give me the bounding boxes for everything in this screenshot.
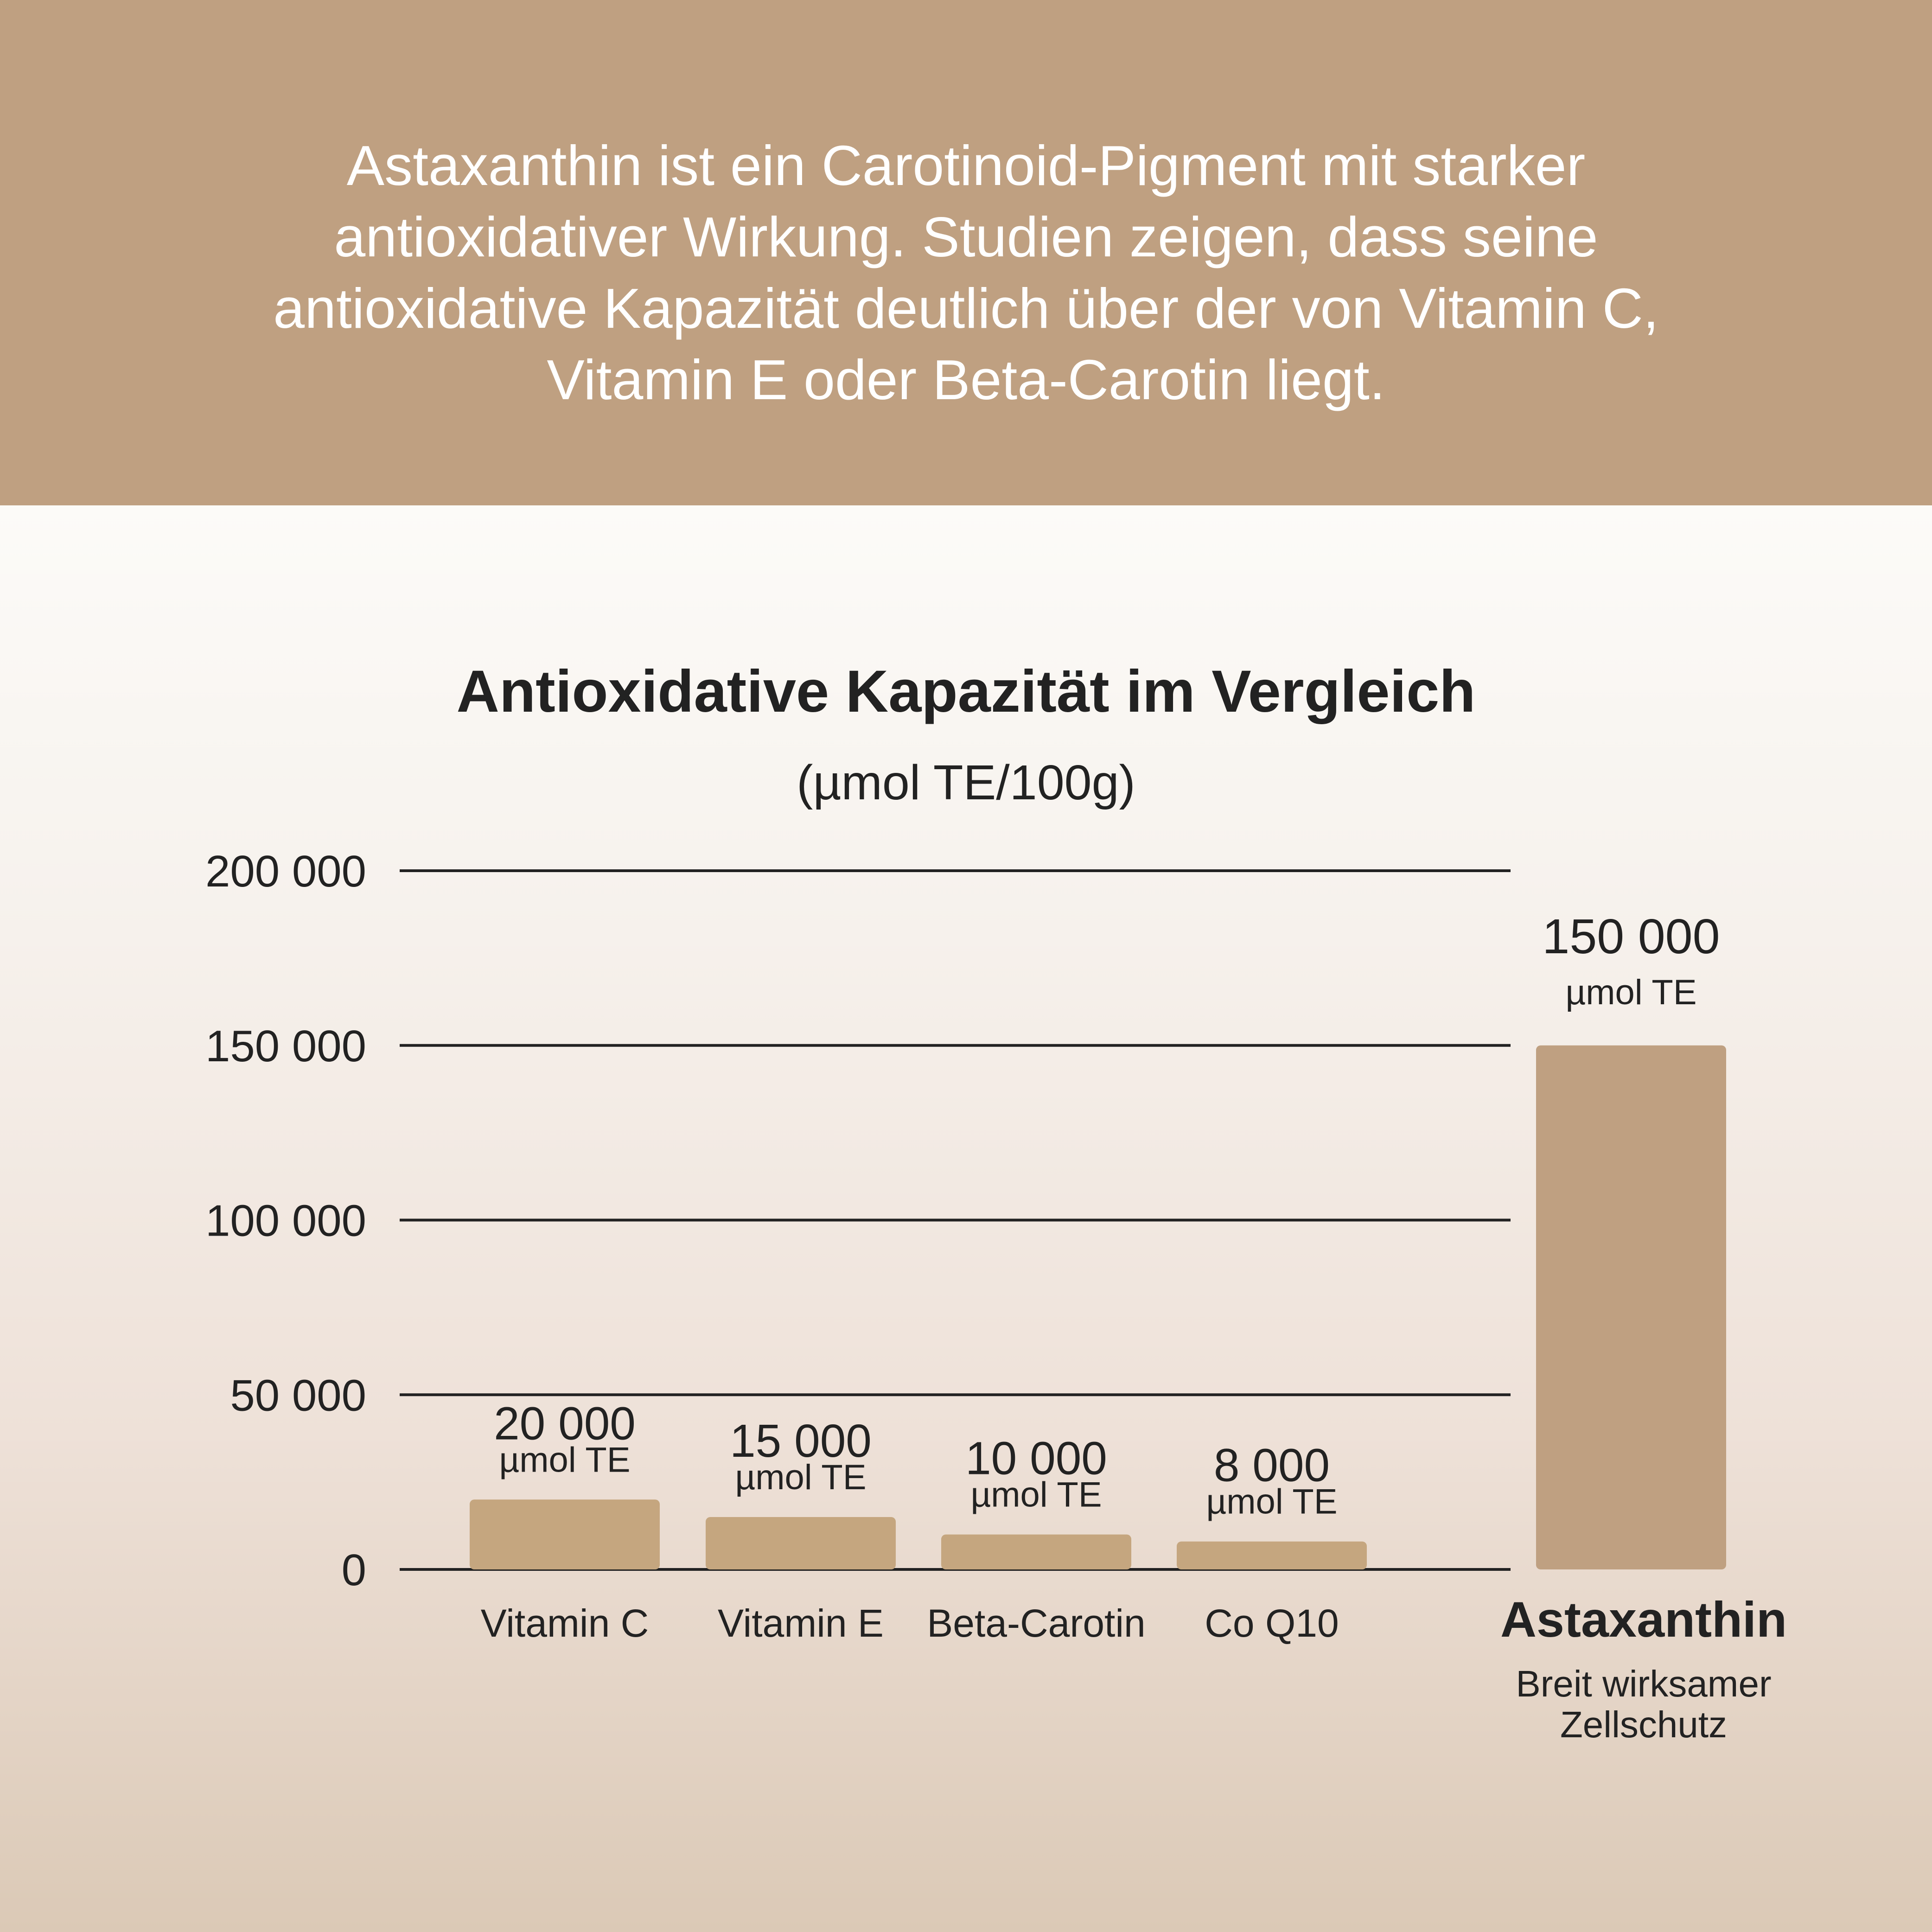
data-label-unit: µmol TE: [499, 1440, 631, 1480]
data-label-value: 8 000: [1213, 1439, 1330, 1492]
data-label-unit: µmol TE: [1206, 1482, 1338, 1522]
data-label-value: 10 000: [965, 1432, 1107, 1485]
bar: [1536, 1046, 1726, 1569]
y-tick-label: 200 000: [205, 847, 366, 896]
bar: [470, 1499, 660, 1569]
data-label-value: 20 000: [494, 1397, 636, 1450]
data-label-unit: µmol TE: [970, 1475, 1102, 1515]
y-tick-label: 0: [341, 1545, 366, 1595]
highlight-category-label: Astaxanthin: [1500, 1591, 1787, 1647]
bar: [1177, 1542, 1367, 1569]
data-label-value: 150 000: [1542, 909, 1720, 964]
highlight-category-subtitle: Breit wirksamer Zellschutz: [1516, 1663, 1772, 1745]
intro-text: Astaxanthin ist ein Carotinoid-Pigment mit starker antioxidativer Wirkung. Studien zeigen, dass seine antioxidative Kapazität deutlich über der von Vitamin C, Vitamin E oder Beta-Carotin liegt.: [273, 134, 1659, 411]
chart-title: Antioxidative Kapazität im Vergleich: [456, 658, 1476, 725]
bar: [941, 1535, 1131, 1569]
y-tick-label: 50 000: [230, 1371, 366, 1421]
x-tick-label: Vitamin C: [480, 1601, 649, 1645]
x-tick-label: Vitamin E: [718, 1601, 884, 1645]
x-tick-label: Beta-Carotin: [927, 1601, 1146, 1645]
chart-subtitle: (µmol TE/100g): [797, 755, 1135, 810]
data-label-unit: µmol TE: [1565, 973, 1697, 1012]
data-label-value: 15 000: [730, 1415, 872, 1467]
x-tick-label: Co Q10: [1205, 1601, 1339, 1645]
y-tick-label: 100 000: [205, 1196, 366, 1246]
data-label-unit: µmol TE: [735, 1457, 867, 1497]
y-tick-label: 150 000: [205, 1021, 366, 1071]
bar: [706, 1517, 896, 1569]
